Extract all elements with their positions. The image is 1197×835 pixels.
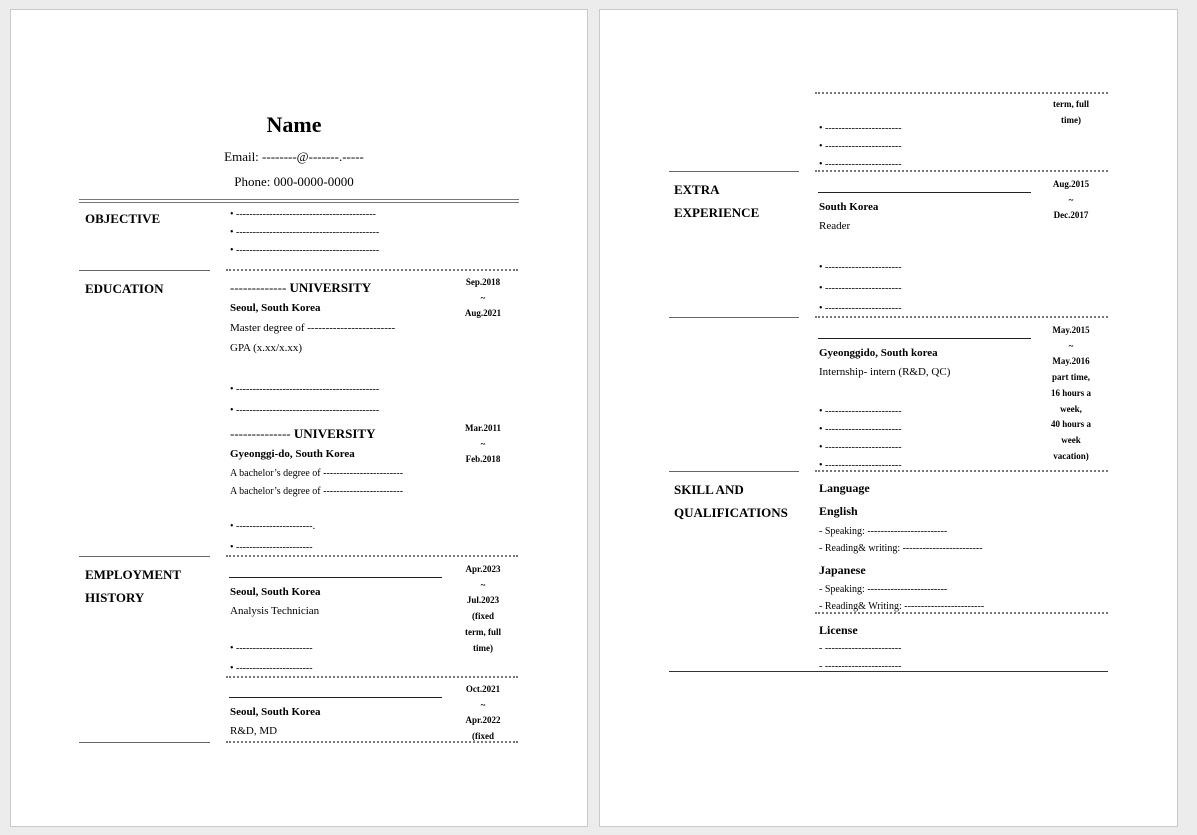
- date-separator: ~: [480, 438, 486, 449]
- date-line: May.2015: [1052, 325, 1090, 335]
- section-title-line: EXPERIENCE: [674, 205, 760, 220]
- date-line: 16 hours a: [1050, 387, 1091, 398]
- date-range: [454, 562, 512, 656]
- date-separator: ~: [480, 292, 486, 303]
- school-name: [230, 280, 371, 296]
- school-name: [230, 426, 376, 442]
- section-rule: [79, 556, 210, 557]
- education-bullet: • -----------------------.: [230, 521, 316, 532]
- license-heading: License: [819, 623, 858, 637]
- job-bullet: • -----------------------: [819, 283, 902, 294]
- job-bullet: • -----------------------: [819, 262, 902, 273]
- employer-name-line: [229, 697, 442, 698]
- employer-name-line: [229, 577, 442, 578]
- degree-line: Master degree of ------------------------: [230, 322, 396, 334]
- language-skill-item: - Speaking: ------------------------: [819, 526, 948, 537]
- section-title-employment: [85, 563, 181, 609]
- date-line: Apr.2023: [465, 564, 501, 574]
- date-line: part time,: [1052, 372, 1090, 383]
- degree-line: A bachelor’s degree of ------------------------: [230, 486, 404, 497]
- section-title-skills: [674, 478, 788, 524]
- employer-location: Gyeonggido, South korea: [819, 347, 938, 359]
- date-range: [1042, 177, 1100, 224]
- employer-location: Seoul, South Korea: [230, 706, 321, 718]
- job-bullet: • -----------------------: [819, 442, 902, 453]
- section-rule: [669, 317, 799, 318]
- license-item: - -----------------------: [819, 661, 902, 672]
- language-english: English: [819, 504, 858, 518]
- section-title-objective: OBJECTIVE: [85, 211, 161, 226]
- date-line: Oct.2021: [465, 684, 501, 694]
- school-dashes: -------------: [230, 280, 290, 295]
- date-line: Aug.2015: [1052, 179, 1090, 189]
- objective-bullet: • -------------------------------------------: [230, 245, 380, 256]
- date-line: (fixed: [472, 611, 494, 622]
- employer-name-line: [818, 338, 1031, 339]
- language-skill-item: - Reading& Writing: ------------------------: [819, 601, 985, 612]
- date-line: vacation): [1053, 450, 1089, 461]
- job-bullet: • -----------------------: [230, 663, 313, 674]
- resume-page-2: [599, 9, 1178, 827]
- date-line: Dec.2017: [1053, 210, 1089, 221]
- job-role: Analysis Technician: [230, 605, 320, 617]
- job-bullet: • -----------------------: [819, 406, 902, 417]
- date-line: 40 hours a: [1050, 419, 1091, 430]
- section-rule: [79, 742, 210, 743]
- entry-separator: [815, 470, 1108, 472]
- school-location: Gyeonggi-do, South Korea: [230, 448, 355, 460]
- school-dashes: --------------: [230, 426, 294, 441]
- section-title-line: EXTRA: [674, 182, 720, 197]
- section-title-line: HISTORY: [85, 590, 145, 605]
- entry-separator: [815, 612, 1108, 614]
- education-bullet: • -------------------------------------------: [230, 384, 380, 395]
- date-range: [454, 421, 512, 468]
- language-heading: Language: [819, 481, 870, 495]
- job-bullet: • -----------------------: [819, 141, 902, 152]
- date-line: Jul.2023: [466, 595, 500, 606]
- section-title-line: QUALIFICATIONS: [674, 505, 788, 520]
- school-label: UNIVERSITY: [293, 426, 376, 441]
- date-line: term, full: [465, 626, 501, 637]
- section-title-extra: [674, 178, 759, 224]
- date-line: time): [1061, 114, 1081, 125]
- section-rule: [669, 471, 799, 472]
- date-end: Feb.2018: [465, 454, 501, 465]
- date-line: May.2016: [1052, 356, 1090, 367]
- entry-separator: [815, 316, 1108, 318]
- date-line: week,: [1060, 403, 1082, 414]
- entry-separator: [226, 269, 518, 271]
- job-bullet: • -----------------------: [819, 303, 902, 314]
- date-range-continued: [1042, 97, 1100, 128]
- entry-separator: [226, 741, 518, 743]
- phone-line: Phone: 000-0000-0000: [234, 174, 354, 189]
- language-skill-item: - Speaking: ------------------------: [819, 584, 948, 595]
- school-location: Seoul, South Korea: [230, 302, 321, 314]
- job-bullet: • -----------------------: [230, 643, 313, 654]
- date-line: ~: [1068, 340, 1074, 351]
- section-title-education: EDUCATION: [85, 281, 164, 296]
- license-item: - -----------------------: [819, 643, 902, 654]
- date-line: ~: [480, 699, 486, 710]
- language-skill-item: - Reading& writing: ------------------------: [819, 543, 983, 554]
- objective-bullet: • -------------------------------------------: [230, 227, 380, 238]
- language-japanese: Japanese: [819, 563, 866, 577]
- date-line: week: [1061, 434, 1081, 445]
- resume-name: Name: [266, 112, 322, 137]
- education-bullet: • -------------------------------------------: [230, 405, 380, 416]
- date-line: ~: [480, 579, 486, 590]
- section-title-line: EMPLOYMENT: [85, 567, 182, 582]
- date-line: ~: [1068, 194, 1074, 205]
- header-divider: [79, 199, 519, 200]
- section-title-line: SKILL AND: [674, 482, 744, 497]
- job-role: R&D, MD: [230, 725, 278, 737]
- job-bullet: • -----------------------: [819, 424, 902, 435]
- job-role: Internship- intern (R&D, QC): [819, 366, 951, 378]
- date-start: Mar.2011: [465, 423, 501, 433]
- date-line: (fixed: [472, 731, 494, 742]
- date-line: Apr.2022: [465, 715, 501, 726]
- date-line: term, full: [1053, 99, 1089, 109]
- date-line: time): [473, 642, 493, 653]
- date-end: Aug.2021: [464, 308, 502, 319]
- date-start: Sep.2018: [465, 277, 501, 287]
- entry-separator: [815, 92, 1108, 94]
- resume-page-1: [10, 9, 588, 827]
- employer-location: South Korea: [819, 201, 879, 213]
- school-label: UNIVERSITY: [289, 280, 372, 295]
- header-divider-2: [79, 202, 519, 203]
- job-bullet: • -----------------------: [819, 159, 902, 170]
- closing-rule: [669, 671, 1108, 672]
- job-bullet: • -----------------------: [819, 123, 902, 134]
- date-range: [454, 682, 512, 745]
- employer-location: Seoul, South Korea: [230, 586, 321, 598]
- degree-line: A bachelor’s degree of ------------------------: [230, 468, 404, 479]
- entry-separator: [226, 555, 518, 557]
- objective-bullet: • ------------------------------------------: [230, 209, 376, 220]
- job-role: Reader: [819, 220, 851, 232]
- section-rule: [79, 270, 210, 271]
- education-bullet: • -----------------------: [230, 542, 313, 553]
- job-bullet: • -----------------------: [819, 460, 902, 471]
- date-range: [1042, 323, 1100, 464]
- employer-name-line: [818, 192, 1031, 193]
- entry-separator: [226, 676, 518, 678]
- section-rule: [669, 171, 799, 172]
- gpa-line: GPA (x.xx/x.xx): [230, 342, 303, 354]
- entry-separator: [815, 170, 1108, 172]
- email-line: Email: --------@-------.-----: [224, 149, 364, 164]
- date-range: [454, 275, 512, 322]
